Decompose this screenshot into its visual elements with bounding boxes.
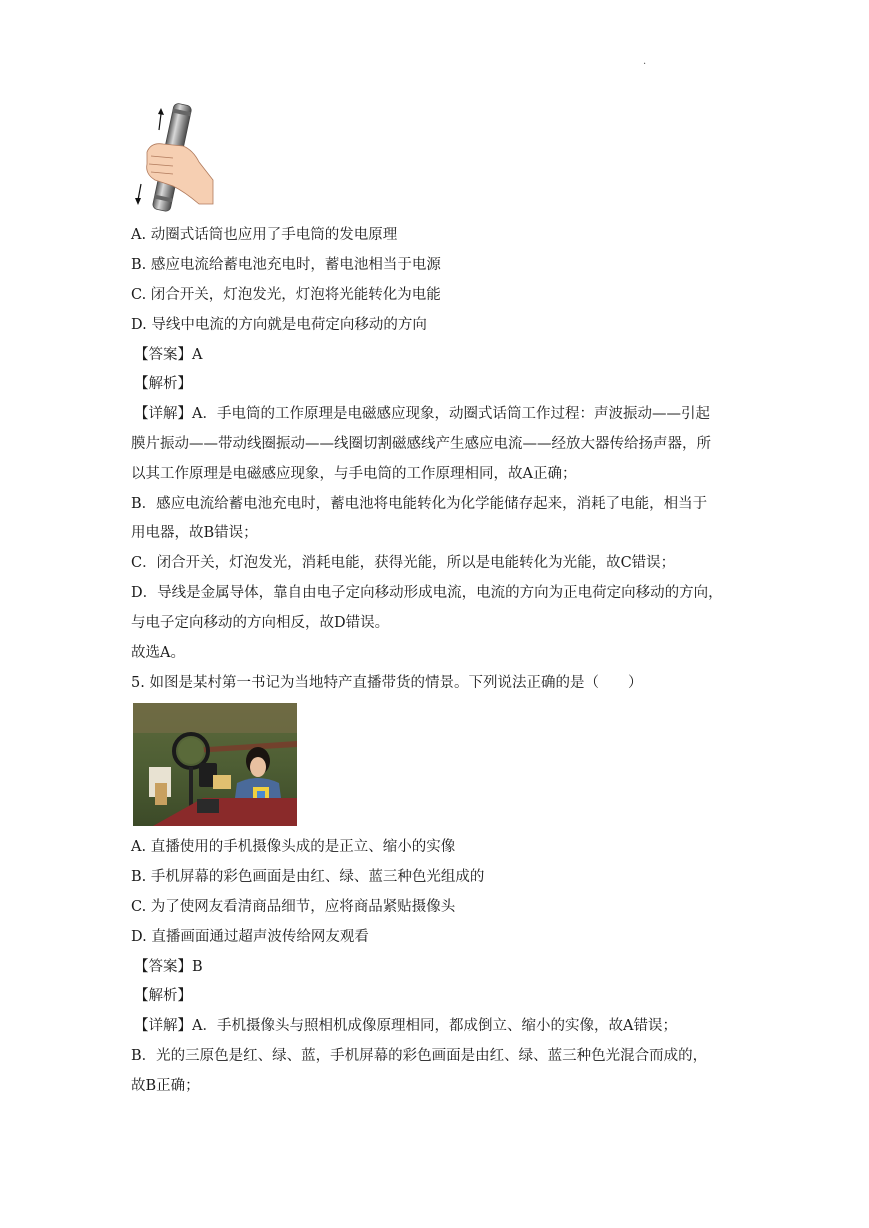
q4-detail-line: C．闭合开关，灯泡发光，消耗电能，获得光能，所以是电能转化为光能，故C错误；: [131, 555, 676, 571]
q5-detail-line: B．光的三原色是红、绿、蓝，手机屏幕的彩色画面是由红、绿、蓝三种色光混合而成的，: [131, 1048, 708, 1064]
q4-option-c: C. 闭合开关，灯泡发光，灯泡将光能转化为电能: [131, 287, 441, 303]
q5-detail-line: 故B正确；: [131, 1078, 200, 1094]
q5-analysis-label: 【解析】: [134, 988, 192, 1004]
q5-option-c: C. 为了使网友看清商品细节，应将商品紧贴摄像头: [131, 899, 456, 915]
header-mark: .: [643, 56, 647, 67]
q5-answer: 【答案】B: [134, 959, 203, 975]
flashlight-hand-icon: [133, 100, 217, 216]
q4-detail-line: 【详解】A．手电筒的工作原理是电磁感应现象，动圈式话筒工作过程：声波振动——引起: [134, 406, 710, 422]
q5-question: 5. 如图是某村第一书记为当地特产直播带货的情景。下列说法正确的是（ ）: [131, 675, 643, 691]
q4-detail-line: 与电子定向移动的方向相反，故D错误。: [131, 615, 390, 631]
q4-answer: 【答案】A: [134, 347, 203, 363]
q4-detail-line: D．导线是金属导体，靠自由电子定向移动形成电流，电流的方向为正电荷定向移动的方向，: [131, 585, 723, 601]
q5-option-b: B. 手机屏幕的彩色画面是由红、绿、蓝三种色光组成的: [131, 869, 485, 885]
q5-option-a: A. 直播使用的手机摄像头成的是正立、缩小的实像: [131, 839, 456, 855]
q4-option-b: B. 感应电流给蓄电池充电时，蓄电池相当于电源: [131, 257, 441, 273]
q4-detail-line: 以其工作原理是电磁感应现象，与手电筒的工作原理相同，故A正确；: [131, 466, 577, 482]
q4-detail-line: B．感应电流给蓄电池充电时，蓄电池将电能转化为化学能储存起来，消耗了电能，相当于: [131, 496, 708, 512]
q4-detail-line: 用电器，故B错误；: [131, 525, 258, 541]
q4-option-d: D. 导线中电流的方向就是电荷定向移动的方向: [131, 317, 427, 333]
q4-detail-line: 膜片振动——带动线圈振动——线圈切割磁感线产生感应电流——经放大器传给扬声器，所: [131, 436, 711, 452]
q5-detail-line: 【详解】A．手机摄像头与照相机成像原理相同，都成倒立、缩小的实像，故A错误；: [134, 1018, 677, 1034]
q4-detail-line: 故选A。: [131, 645, 185, 661]
q4-option-a: A. 动圈式话筒也应用了手电筒的发电原理: [131, 227, 398, 243]
q5-option-d: D. 直播画面通过超声波传给网友观看: [131, 929, 369, 945]
q4-analysis-label: 【解析】: [134, 376, 192, 392]
livestream-photo: [133, 703, 297, 826]
